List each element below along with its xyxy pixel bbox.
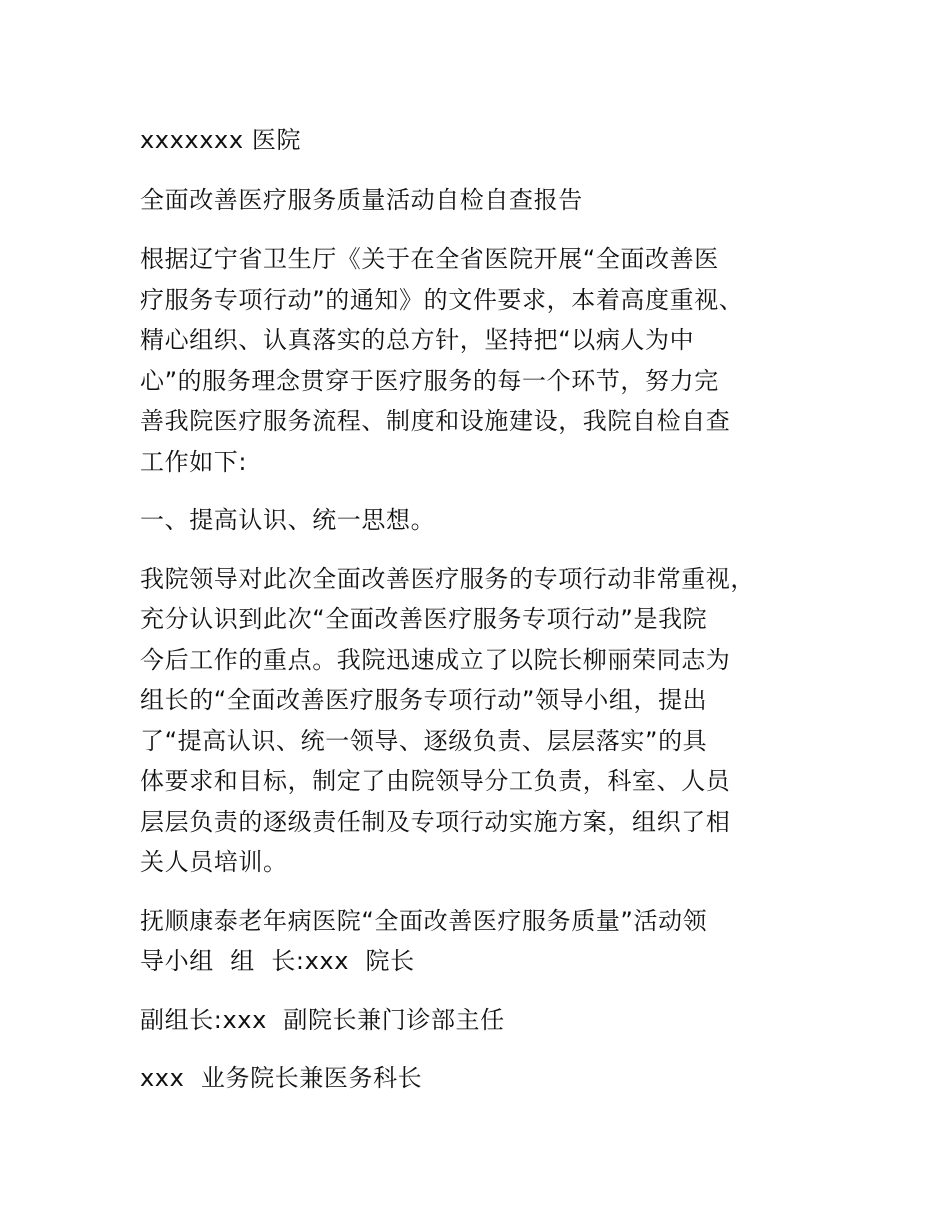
intro-line: 根据辽宁省卫生厅《关于在全省医院开展“全面改善医 <box>140 245 719 273</box>
section-1-heading: 一、提高认识、统一思想。 <box>140 506 436 534</box>
section-1-line: 今后工作的重点。我院迅速成立了以院长柳丽荣同志为 <box>140 645 731 674</box>
section-1-line: 组长的“全面改善医疗服务专项行动”领导小组，提出 <box>140 686 708 714</box>
section-1-line: 充分认识到此次“全面改善医疗服务专项行动”是我院 <box>140 605 708 633</box>
hospital-name: xxxxxxx 医院 <box>140 126 302 154</box>
deputy-leader-line: 副组长:xxx 副院长兼门诊部主任 <box>140 1005 505 1034</box>
section-1-line: 关人员培训。 <box>140 848 288 876</box>
section-1-paragraph <box>140 559 812 883</box>
intro-line: 工作如下: <box>140 447 248 476</box>
section-1-line: 体要求和目标，制定了由院领导分工负责，科室、人员 <box>140 767 731 795</box>
intro-line: 疗服务专项行动”的通知》的文件要求，本着高度重视、 <box>140 285 744 314</box>
intro-line: 善我院医疗服务流程、制度和设施建设，我院自检自查 <box>140 407 731 435</box>
intro-line: 心”的服务理念贯穿于医疗服务的每一个环节，努力完 <box>140 366 719 395</box>
section-1-line: 我院领导对此次全面改善医疗服务的专项行动非常重视， <box>140 564 755 593</box>
section-1-line: 层层负责的逐级责任制及专项行动实施方案，组织了相 <box>140 807 731 836</box>
intro-paragraph <box>140 239 812 482</box>
intro-line: 精心组织、认真落实的总方针，坚持把“以病人为中 <box>140 326 695 354</box>
leading-group-paragraph <box>140 901 812 982</box>
leading-group-line: 导小组 组 长:xxx 院长 <box>140 947 415 975</box>
report-title: 全面改善医疗服务质量活动自检自查报告 <box>140 185 583 214</box>
member-line: xxx 业务院长兼医务科长 <box>140 1064 423 1092</box>
leading-group-line: 抚顺康泰老年病医院“全面改善医疗服务质量”活动领 <box>140 906 708 935</box>
section-1-line: 了“提高认识、统一领导、逐级负责、层层落实”的具 <box>140 726 708 755</box>
document-body <box>140 120 812 1117</box>
